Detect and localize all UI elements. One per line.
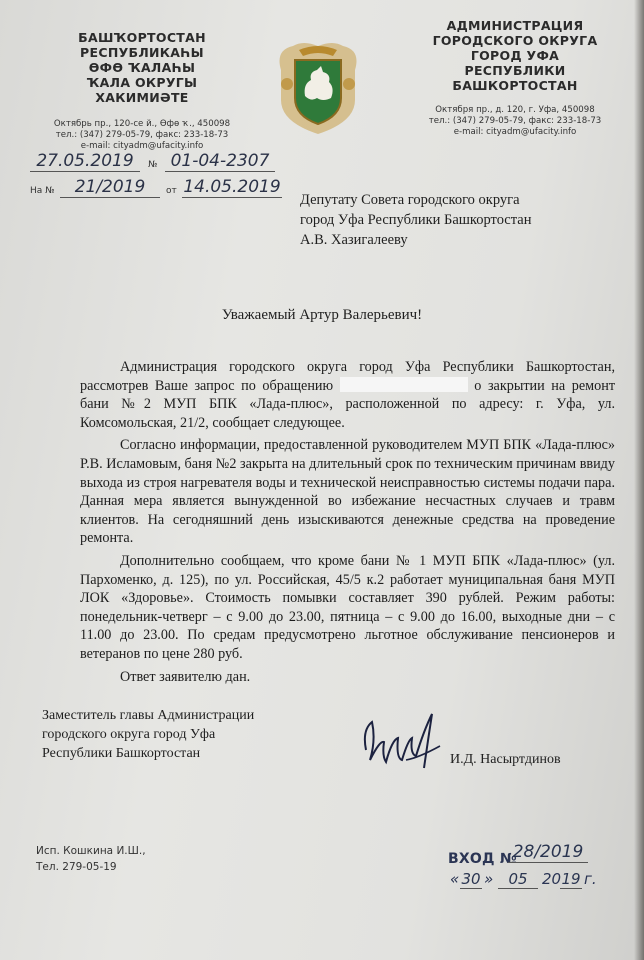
- recipient-line: город Уфа Республики Башкортостан: [300, 212, 532, 228]
- incoming-day: 30: [461, 870, 481, 888]
- position-line: Республики Башкортостан: [42, 746, 201, 761]
- header-right: [405, 18, 625, 138]
- paragraph-text: Администрация городского округа город Уфа Республики Башкортостан, рассмотрев Ваше запрос по обращению: [80, 359, 615, 394]
- incoming-label: ВХОД №: [448, 851, 517, 867]
- incoming-date-close-quote: »: [484, 870, 494, 888]
- signatory-name: И.Д. Насыртдинов: [450, 752, 561, 767]
- paragraph: [80, 358, 615, 432]
- letter-body: [80, 358, 615, 690]
- incoming-number: 28/2019: [508, 842, 588, 863]
- registration-number: 01-04-2307: [165, 151, 275, 172]
- ufa-coat-of-arms-icon: [273, 40, 363, 138]
- address-line: e-mail: cityadm@ufacity.info: [453, 127, 577, 137]
- redacted-name: [340, 377, 468, 392]
- address-line: e-mail: cityadm@ufacity.info: [80, 141, 204, 151]
- reference-number: 21/2019: [60, 177, 160, 198]
- address-line: Октября пр., д. 120, г. Уфа, 450098: [435, 105, 595, 115]
- header-left-line: ӨФӨ ҠАЛАҺЫ: [88, 60, 196, 75]
- executor-info: [36, 843, 146, 875]
- address-line: тел.: (347) 279-05-79, факс: 233-18-73: [428, 116, 602, 126]
- incoming-year-label: г.: [584, 870, 597, 888]
- number-label: №: [148, 160, 158, 170]
- photo-edge-shadow: [634, 0, 644, 960]
- paragraph-text: о закрытии на ремонт бани №2 МУП БПК «Лада-плюс», расположенной по адресу: г. Уфа, ул. Комсомольская, 21/2, сообщает следующее.: [80, 377, 616, 431]
- recipient-line: Депутату Совета городского округа: [300, 192, 520, 208]
- executor-line: Исп. Кошкина И.Ш.,: [36, 845, 146, 857]
- incoming-year-suffix: 19: [561, 870, 581, 888]
- paragraph: Дополнительно сообщаем, что кроме бани № 1 МУП БПК «Лада-плюс» (ул. Пархоменко, д. 125), по ул. Российская, 45/5 к.2 работает муниципальная баня МУП ЛОК «Здоровье». Стоимость помывки составляет 390 рублей. Режим работы: понедельник-четверг – с 9.00 до 23.00, пятница – с 9.00 до 16.00, выходные дни – с 11.00 до 23.00. По средам предусмотрено льготное обслуживание пенсионеров и ветеранов по цене 280 руб.: [80, 552, 615, 662]
- incoming-year-prefix: 20: [542, 870, 562, 888]
- paragraph: Ответ заявителю дан.: [120, 668, 251, 685]
- incoming-stamp: [448, 842, 597, 888]
- header-right-address: [405, 105, 625, 138]
- header-right-line: ГОРОД УФА: [470, 48, 560, 63]
- address-line: тел.: (347) 279-05-79, факс: 233-18-73: [55, 130, 229, 140]
- address-line: Октябрь пр., 120-се й., Өфө ҡ., 450098: [53, 119, 231, 129]
- paragraph: Согласно информации, предоставленной руководителем МУП БПК «Лада-плюс» Р.В. Исламовым, баня №2 закрыта на длительный срок по техническим причинам ввиду выхода из строя нагревателя воды и технической неисправностью системы подачи пара. Данная мера является вынужденной во избежание несчастных случаев и травм клиентов. На сегодняшний день изыскиваются денежные средства на проведение ремонта.: [80, 437, 615, 547]
- header-left: [22, 30, 262, 152]
- reference-date: 14.05.2019: [183, 177, 281, 197]
- incoming-date-open-quote: «: [450, 870, 460, 888]
- recipient-line: А.В. Хазигалееву: [300, 232, 408, 248]
- header-left-line: ХАКИМИӘТЕ: [95, 90, 189, 105]
- position-line: городского округа город Уфа: [42, 727, 216, 742]
- header-left-address: [22, 119, 262, 152]
- position-line: Заместитель главы Администрации: [42, 708, 255, 723]
- greeting: Уважаемый Артур Валерьевич!: [221, 307, 423, 323]
- incoming-month: 05: [498, 870, 538, 889]
- registration-date: 27.05.2019: [30, 151, 140, 172]
- reference-label: На №: [30, 186, 55, 196]
- header-left-line: ҠАЛА ОКРУГЫ: [86, 75, 198, 90]
- recipient-block: [300, 190, 531, 250]
- header-left-line: БАШҠОРТОСТАН РЕСПУБЛИКАҺЫ: [78, 30, 206, 60]
- header-right-line: АДМИНИСТРАЦИЯ: [446, 18, 584, 33]
- executor-line: Тел. 279-05-19: [36, 861, 117, 873]
- from-label: от: [166, 186, 177, 196]
- header-right-line: РЕСПУБЛИКИ БАШКОРТОСТАН: [452, 63, 578, 93]
- handwritten-signature-icon: [358, 710, 448, 780]
- header-right-line: ГОРОДСКОГО ОКРУГА: [432, 33, 598, 48]
- signatory-position: [42, 706, 254, 763]
